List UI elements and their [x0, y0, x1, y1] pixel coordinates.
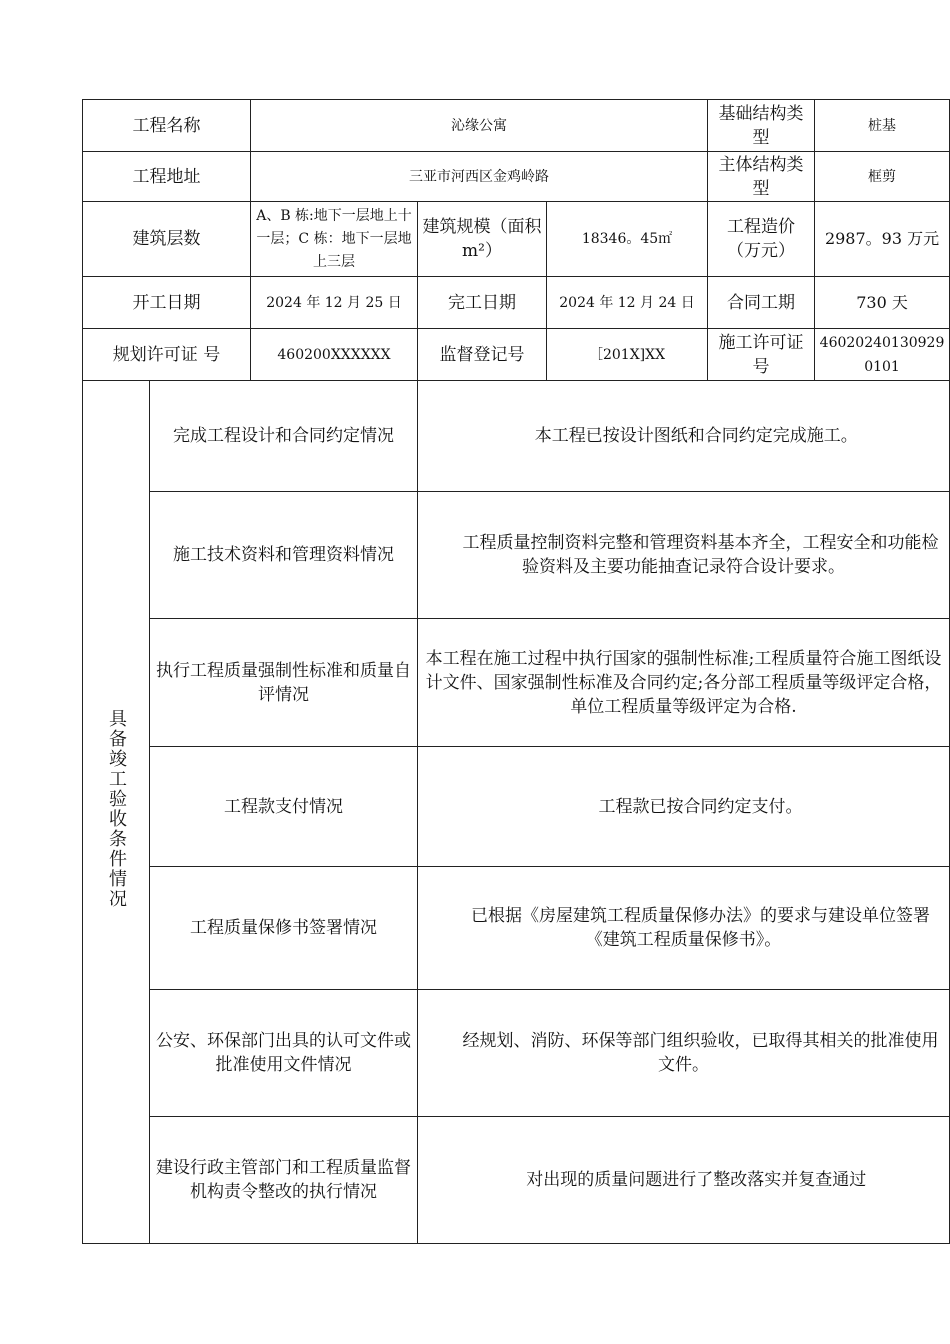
scale-label: 建筑规模（面积 m²）	[418, 202, 547, 277]
row-permits	[83, 329, 950, 381]
project-address-value: 三亚市河西区金鸡岭路	[251, 152, 708, 202]
condition-label: 公安、环保部门出具的认可文件或批准使用文件情况	[150, 990, 418, 1117]
floors-label: 建筑层数	[83, 202, 251, 277]
main-structure-label: 主体结构类 型	[708, 152, 815, 202]
conditions-side-label: 具备竣工验收条件情况	[106, 708, 127, 909]
end-date-value: 2024 年 12 月 24 日	[547, 277, 708, 329]
cost-label: 工程造价（万元）	[708, 202, 815, 277]
foundation-type-value: 桩基	[815, 100, 950, 152]
condition-label: 施工技术资料和管理资料情况	[150, 492, 418, 619]
row-floors	[83, 202, 950, 277]
condition-label: 执行工程质量强制性标准和质量自评情况	[150, 619, 418, 747]
condition-label: 建设行政主管部门和工程质量监督机构责令整改的执行情况	[150, 1117, 418, 1244]
condition-row	[83, 492, 950, 619]
condition-label: 工程质量保修书签署情况	[150, 867, 418, 990]
planning-permit-label: 规划许可证 号	[83, 329, 251, 381]
condition-text: 对出现的质量问题进行了整改落实并复查通过	[418, 1117, 950, 1244]
project-name-value: 沁缘公寓	[251, 100, 708, 152]
project-address-label: 工程地址	[83, 152, 251, 202]
scale-value: 18346。45㎡	[547, 202, 708, 277]
supervision-reg-value: ［201X]XX	[547, 329, 708, 381]
supervision-reg-label: 监督登记号	[418, 329, 547, 381]
construction-permit-label: 施工许可证 号	[708, 329, 815, 381]
foundation-type-label: 基础结构类 型	[708, 100, 815, 152]
condition-label: 完成工程设计和合同约定情况	[150, 381, 418, 492]
contract-period-value: 730 天	[815, 277, 950, 329]
condition-row	[83, 867, 950, 990]
end-date-label: 完工日期	[418, 277, 547, 329]
condition-row	[83, 1117, 950, 1244]
contract-period-label: 合同工期	[708, 277, 815, 329]
condition-text: 本工程在施工过程中执行国家的强制性标准;工程质量符合施工图纸设计文件、国家强制性标准及合同约定;各分部工程质量等级评定合格，单位工程质量等级评定为合格.	[418, 619, 950, 747]
condition-label: 工程款支付情况	[150, 747, 418, 867]
floors-value: A、B 栋:地下一层地上十一层；C 栋：地下一层地上三层	[251, 202, 418, 277]
construction-permit-value: 460202401309290101	[815, 329, 950, 381]
condition-text: 工程款已按合同约定支付。	[418, 747, 950, 867]
condition-text: 本工程已按设计图纸和合同约定完成施工。	[418, 381, 950, 492]
row-dates	[83, 277, 950, 329]
condition-row	[83, 747, 950, 867]
condition-row	[83, 990, 950, 1117]
start-date-value: 2024 年 12 月 25 日	[251, 277, 418, 329]
main-structure-value: 框剪	[815, 152, 950, 202]
start-date-label: 开工日期	[83, 277, 251, 329]
condition-text: 已根据《房屋建筑工程质量保修办法》的要求与建设单位签署《建筑工程质量保修书》。	[418, 867, 950, 990]
condition-row	[83, 619, 950, 747]
cost-value: 2987。93 万元	[815, 202, 950, 277]
planning-permit-value: 460200XXXXXX	[251, 329, 418, 381]
condition-row	[83, 381, 950, 492]
row-project-name	[83, 100, 950, 152]
project-name-label: 工程名称	[83, 100, 251, 152]
condition-text: 工程质量控制资料完整和管理资料基本齐全，工程安全和功能检验资料及主要功能抽查记录符合设计要求。	[418, 492, 950, 619]
row-project-address	[83, 152, 950, 202]
project-info-table	[82, 99, 950, 1244]
condition-text: 经规划、消防、环保等部门组织验收，已取得其相关的批准使用文件。	[418, 990, 950, 1117]
conditions-side-cell	[83, 381, 150, 1244]
